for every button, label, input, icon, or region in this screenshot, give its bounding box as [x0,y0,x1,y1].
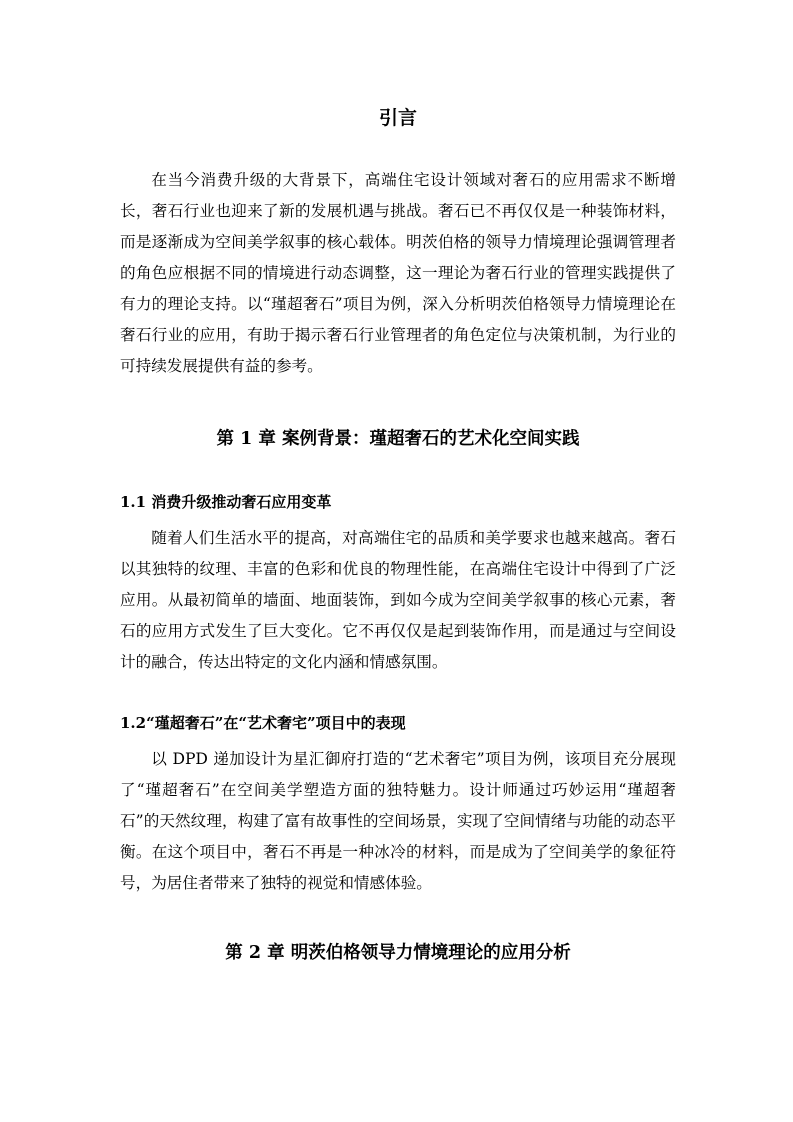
intro-paragraph: 在当今消费升级的大背景下，高端住宅设计领域对奢石的应用需求不断增长，奢石行业也迎来了新的发展机遇与挑战。奢石已不再仅仅是一种装饰材料，而是逐渐成为空间美学叙事的核心载体。明茨伯格的领导力情境理论强调管理者的角色应根据不同的情境进行动态调整，这一理论为奢石行业的管理实践提供了有力的理论支持。以“瑾超奢石”项目为例，深入分析明茨伯格领导力情境理论在奢石行业的应用，有助于揭示奢石行业管理者的角色定位与决策机制，为行业的可持续发展提供有益的参考。 [120,171,676,375]
intro-title: 引言 [378,107,417,129]
chapter-1-title: 第 1 章 案例背景：瑾超奢石的艺术化空间实践 [216,429,580,449]
section-1-2-paragraph: 以 DPD 递加设计为星汇御府打造的“艺术奢宅”项目为例，该项目充分展现了“瑾超奢石”在空间美学塑造方面的独特魅力。设计师通过巧妙运用“瑾超奢石”的天然纹理，构建了富有故事性的空间场景，实现了空间情绪与功能的动态平衡。在这个项目中，奢石不再是一种冰冷的材料，而是成为了空间美学的象征符号，为居住者带来了独特的视觉和情感体验。 [120,750,676,892]
section-1-2-title: 1.2“瑾超奢石”在“艺术奢宅”项目中的表现 [120,714,406,732]
chapter-2-title: 第 2 章 明茨伯格领导力情境理论的应用分析 [225,943,571,963]
section-1-1-title: 1.1 消费升级推动奢石应用变革 [120,493,332,511]
section-1-1-paragraph: 随着人们生活水平的提高，对高端住宅的品质和美学要求也越来越高。奢石以其独特的纹理、丰富的色彩和优良的物理性能，在高端住宅设计中得到了广泛应用。从最初简单的墙面、地面装饰，到如今成为空间美学叙事的核心元素，奢石的应用方式发生了巨大变化。它不再仅仅是起到装饰作用，而是通过与空间设计的融合，传达出特定的文化内涵和情感氛围。 [120,529,676,671]
